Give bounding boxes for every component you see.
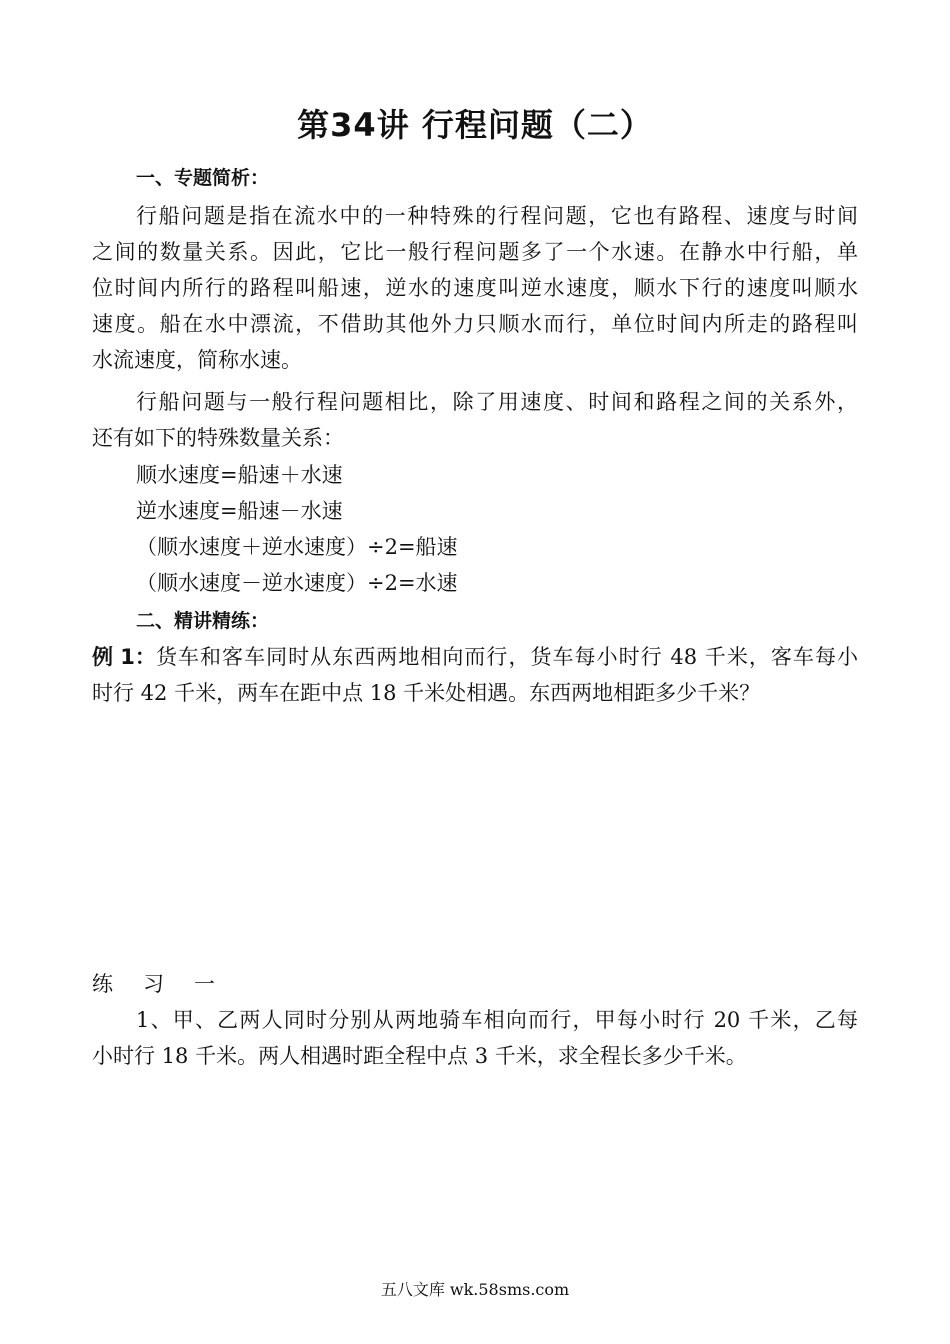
practice-label-char: 一 — [194, 972, 215, 996]
example-text-line: 货车和客车同时从东西两地相向而行，货车每小时行 48 千米，客车每小 — [155, 645, 858, 669]
paragraph-line: 位时间内所行的路程叫船速，逆水的速度叫逆水速度，顺水下行的速度叫顺水 — [92, 276, 858, 300]
paragraph-line: 之间的数量关系。因此，它比一般行程问题多了一个水速。在静水中行船，单 — [92, 240, 858, 264]
formula-downstream-speed: 顺水速度=船速＋水速 — [136, 463, 343, 487]
section-heading-analysis: 一、专题简析： — [136, 167, 270, 189]
practice-question-line: 小时行 18 千米。两人相遇时距全程中点 3 千米，求全程长多少千米。 — [92, 1044, 747, 1068]
paragraph-line: 行船问题与一般行程问题相比，除了用速度、时间和路程之间的关系外， — [136, 390, 858, 414]
formula-water-speed: （顺水速度－逆水速度）÷2=水速 — [136, 571, 458, 595]
footer-watermark: 五八文库 wk.58sms.com — [380, 1280, 570, 1299]
example-label: 例 1： — [92, 645, 156, 669]
paragraph-line: 速度。船在水中漂流，不借助其他外力只顺水而行，单位时间内所走的路程叫 — [92, 312, 858, 336]
practice-label — [92, 966, 245, 1002]
practice-label-char: 习 — [143, 972, 164, 996]
page-title: 第34讲 行程问题（二） — [297, 106, 653, 144]
paragraph-line: 还有如下的特殊数量关系： — [92, 426, 344, 450]
formula-boat-speed: （顺水速度＋逆水速度）÷2=船速 — [136, 535, 458, 559]
practice-question-line: 1、甲、乙两人同时分别从两地骑车相向而行，甲每小时行 20 千米，乙每 — [136, 1008, 858, 1032]
practice-label-char: 练 — [92, 972, 113, 996]
paragraph-line: 行船问题是指在流水中的一种特殊的行程问题，它也有路程、速度与时间 — [136, 204, 858, 228]
example-text-line: 时行 42 千米，两车在距中点 18 千米处相遇。东西两地相距多少千米？ — [92, 681, 761, 705]
section-heading-practice: 二、精讲精练： — [136, 610, 270, 632]
example-1 — [92, 639, 858, 675]
paragraph-line: 水流速度，简称水速。 — [92, 348, 302, 372]
formula-upstream-speed: 逆水速度=船速－水速 — [136, 499, 343, 523]
